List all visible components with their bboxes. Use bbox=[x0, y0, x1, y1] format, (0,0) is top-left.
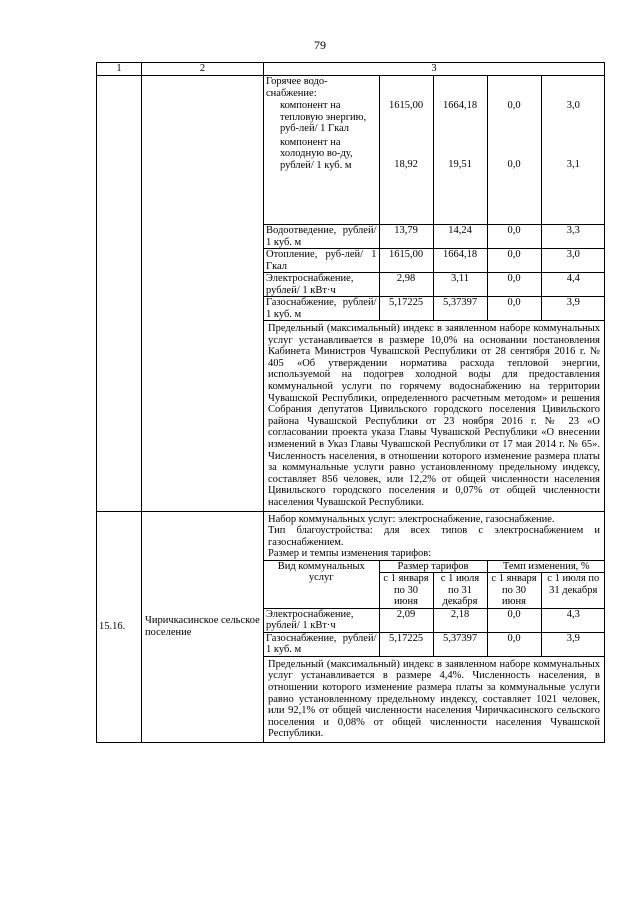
header-col-3: 3 bbox=[264, 63, 605, 76]
value-cell: 0,0 bbox=[487, 297, 541, 321]
row-label: Водоотведение, рублей/ 1 куб. м bbox=[264, 225, 379, 249]
value-cell: 1615,00 bbox=[379, 249, 433, 273]
row-content bbox=[264, 76, 605, 512]
row-label: Отопление, руб-лей/ 1 Гкал bbox=[264, 249, 379, 273]
value-cell: 0,0 bbox=[487, 249, 541, 273]
tariff-subtable bbox=[264, 560, 605, 657]
tariff-size-title: Размер и темпы изменения тарифов: bbox=[268, 548, 432, 560]
subtable-row bbox=[264, 632, 605, 656]
value-cell: 0,0 bbox=[487, 225, 541, 249]
services-set: Набор коммунальных услуг: электроснабжение, газоснабжение. bbox=[268, 513, 555, 525]
value-cell: 0,0 bbox=[487, 608, 541, 632]
header-col-1: 1 bbox=[97, 63, 142, 76]
tariff-subtable bbox=[264, 76, 605, 321]
value-cell: 18,92 bbox=[394, 158, 418, 170]
hot-water-title: Горячее водо-снабжение: bbox=[266, 76, 328, 99]
header-period: с 1 января по 30 июня bbox=[379, 573, 433, 609]
header-service-kind: Вид коммунальных услуг bbox=[264, 560, 379, 608]
value-cell: 4,4 bbox=[541, 273, 605, 297]
value-cell: 2,98 bbox=[379, 273, 433, 297]
value-cell: 1664,18 bbox=[433, 249, 487, 273]
page-number: 79 bbox=[314, 38, 326, 52]
table-header-row bbox=[97, 63, 605, 76]
row-number-empty bbox=[97, 76, 142, 512]
value-cell: 3,3 bbox=[541, 225, 605, 249]
value-cell: 2,09 bbox=[379, 608, 433, 632]
header-period: с 1 июля по 31 декабря bbox=[433, 573, 487, 609]
row-label: Газоснабжение, рублей/ 1 куб. м bbox=[264, 632, 379, 656]
improvement-type: Тип благоустройства: для всех типов с электроснабжением и газоснабжением. bbox=[268, 525, 600, 548]
value-cell: 0,0 bbox=[487, 273, 541, 297]
value-cell: 0,0 bbox=[507, 100, 521, 111]
value-cell: 3,9 bbox=[541, 632, 605, 656]
value-cell: 4,3 bbox=[541, 608, 605, 632]
row-number: 15.16. bbox=[97, 511, 142, 743]
value-cell: 5,17225 bbox=[379, 297, 433, 321]
subtable-row bbox=[264, 225, 605, 249]
value-cell: 19,51 bbox=[448, 158, 472, 170]
value-cell: 2,18 bbox=[433, 608, 487, 632]
header-change-rate: Темп изменения, % bbox=[487, 560, 605, 573]
value-cell: 1664,18 bbox=[442, 100, 478, 111]
row-label: Электроснабжение, рублей/ 1 кВт·ч bbox=[264, 608, 379, 632]
limit-index-paragraph: Предельный (максимальный) индекс в заявленном наборе коммунальных услуг устанавливается в размере 4,4%. Численность населения, в отношении которого изменение размера платы за коммунальные услуги равно установленному предельному индексу, составляет 1021 человек, или 92,1% от общей численности населения Чиричкасинского сельского поселения и 0,08% от общей численности населения Чувашской Республики. bbox=[268, 658, 600, 740]
value-cell: 3,0 bbox=[541, 249, 605, 273]
value-cell: 3,0 bbox=[566, 100, 580, 111]
tariff-table bbox=[96, 62, 605, 743]
subtable-row bbox=[264, 76, 605, 225]
subtable-header-row bbox=[264, 560, 605, 573]
subtable-row bbox=[264, 273, 605, 297]
value-cell: 3,11 bbox=[433, 273, 487, 297]
subtable-row bbox=[264, 608, 605, 632]
value-cell: 5,37397 bbox=[433, 297, 487, 321]
value-cell: 3,9 bbox=[541, 297, 605, 321]
row-location-empty bbox=[142, 76, 264, 512]
hot-water-heat-label: компонент на тепловую энергию, руб-лей/ 1 Гкал bbox=[280, 100, 367, 134]
row-location: Чиричкасинское сельское поселение bbox=[142, 511, 264, 743]
header-period: с 1 июля по 31 декабря bbox=[541, 573, 605, 609]
value-cell: 3,1 bbox=[566, 158, 580, 170]
row-label: Газоснабжение, рублей/ 1 куб. м bbox=[264, 297, 379, 321]
header-period: с 1 января по 30 июня bbox=[487, 573, 541, 609]
limit-index-paragraph: Предельный (максимальный) индекс в заявленном наборе коммунальных услуг устанавливается в размере 10,0% на основании постановления Кабинета Министров Чувашской Республики от 28 сентября 2016 г. № 405 «Об утверждении норматива расхода тепловой энергии, используемой на подогрев холодной воды для предоставления коммунальной услуги по горячему водоснабжению на территории Чувашской Республики, определенного расчетным методом» и решения Собрания депутатов Цивильского городского поселения Цивильского района Чувашской Республики от 23 ноября 2016 г. № 23 «О согласовании проекта указа Главы Чувашской Республики «О внесении изменений в Указ Главы Чувашской Республики от 17 мая 2014 г. № 65». Численность населения, в отношении которого изменение размера платы за коммунальные услуги равно установленному предельному индексу, составляет 856 человек, или 12,2% от общей численности населения Цивильского городского поселения и 0,07% от общей численности населения Чувашской Республики. bbox=[268, 323, 600, 508]
header-tariff-size: Размер тарифов bbox=[379, 560, 487, 573]
value-cell: 13,79 bbox=[379, 225, 433, 249]
header-col-2: 2 bbox=[142, 63, 264, 76]
value-cell: 14,24 bbox=[433, 225, 487, 249]
table-row bbox=[97, 76, 605, 512]
value-cell: 1615,00 bbox=[388, 100, 424, 111]
value-cell: 5,37397 bbox=[433, 632, 487, 656]
value-cell: 0,0 bbox=[487, 632, 541, 656]
row-content bbox=[264, 511, 605, 743]
table-row bbox=[97, 511, 605, 743]
value-cell: 5,17225 bbox=[379, 632, 433, 656]
value-cell: 0,0 bbox=[507, 158, 521, 170]
subtable-row bbox=[264, 297, 605, 321]
hot-water-cold-label: компонент на холодную во-ду, рублей/ 1 куб. м bbox=[280, 136, 353, 171]
row-label: Электроснабжение, рублей/ 1 кВт·ч bbox=[264, 273, 379, 297]
subtable-row bbox=[264, 249, 605, 273]
